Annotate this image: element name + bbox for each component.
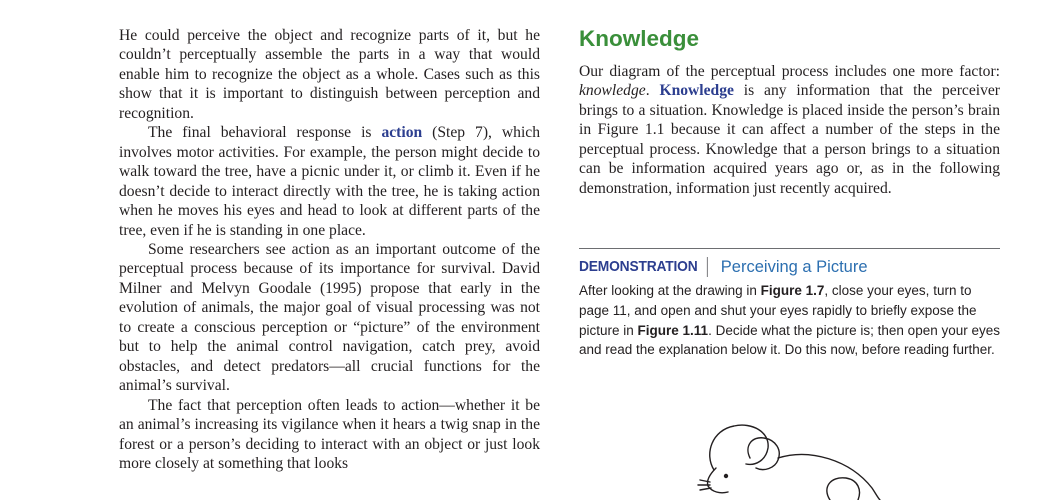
figure-ref-2: Figure 1.11 bbox=[637, 322, 709, 338]
left-text-column bbox=[119, 26, 540, 473]
knowledge-paragraph bbox=[579, 62, 1000, 198]
paragraph-2 bbox=[119, 123, 540, 240]
knowledge-text-b: . bbox=[645, 82, 660, 100]
figure-ref-1: Figure 1.7 bbox=[760, 283, 825, 298]
demonstration-divider bbox=[579, 248, 1000, 249]
demonstration-header bbox=[579, 256, 1000, 278]
paragraph-1: He could perceive the object and recognize parts of it, but he couldn’t perceptually assemble the parts in a way that would enable him to recognize the object as a whole. Cases such as this show that it is important to distinguish between perception and recognition. bbox=[119, 27, 540, 122]
paragraph-4: The fact that perception often leads to action—whether it be an animal’s increasing its vigilance when it hears a twig snap in the forest or a person’s deciding to interact with an object or just look more closely at something that looks bbox=[119, 396, 540, 472]
term-action: action bbox=[381, 124, 423, 142]
knowledge-text-a: Our diagram of the perceptual process includes one more factor: bbox=[579, 63, 1000, 80]
knowledge-italic: knowledge bbox=[579, 82, 646, 100]
demonstration-box bbox=[579, 256, 1000, 360]
demo-text-c: . Decide what the picture is; then open your eyes and read the explanation below it. Do this now, before reading further. bbox=[579, 322, 1000, 358]
paragraph-3: Some researchers see action as an important outcome of the perceptual process because of its importance for survival. David Milner and Melvyn Goodale (1995) propose that early in the evolution of animals, the major goal of visual processing was not to create a conscious perception or “picture” of the environment but to help the animal control navigation, catch prey, avoid obstacles, and detect predators—all crucial functions for the animal’s survival. bbox=[119, 240, 540, 395]
term-knowledge: Knowledge bbox=[659, 82, 734, 100]
paragraph-2-text-a: The final behavioral response is bbox=[148, 124, 382, 142]
demonstration-title: Perceiving a Picture bbox=[720, 258, 868, 276]
demo-text-b: , close your eyes, turn to page 11, and open and shut your eyes rapidly to briefly expose the picture in bbox=[579, 283, 977, 338]
demonstration-text bbox=[579, 281, 1000, 360]
knowledge-text-c: is any information that the perceiver brings to a situation. Knowledge is placed inside the person’s brain in Figure 1.1 because it can affect a number of the steps in the perceptual process. Knowledge that a person brings to a situation can be information acquired years ago or, as in the following demonstration, information just recently acquired. bbox=[579, 82, 1001, 197]
demonstration-label: DEMONSTRATION bbox=[579, 257, 708, 277]
section-heading: Knowledge bbox=[579, 26, 700, 51]
knowledge-section bbox=[579, 24, 1000, 198]
demo-text-a: After looking at the drawing in bbox=[579, 283, 761, 298]
paragraph-2-text-b: (Step 7), which involves motor activities. For example, the person might decide to walk toward the tree, have a picnic under it, or climb it. Even if he doesn’t decide to interact directly with the tree, he is taking action when he moves his eyes and head to look at different parts of the tree, even if he is standing in one place. bbox=[119, 124, 540, 239]
rat-line-drawing-icon bbox=[690, 418, 890, 500]
